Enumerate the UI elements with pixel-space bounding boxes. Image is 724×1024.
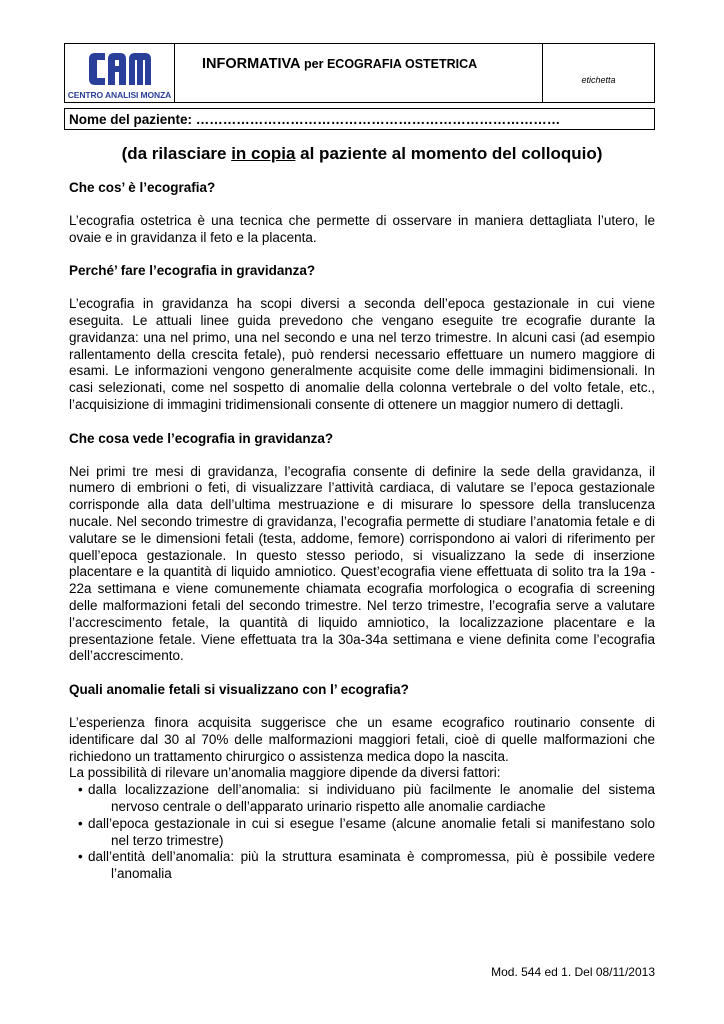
section-heading: Perché’ fare l’ecografia in gravidanza?	[69, 263, 316, 279]
logo-text: CENTRO ANALISI MONZA	[67, 90, 172, 100]
subtitle-underlined: in copia	[231, 144, 296, 163]
header-table	[64, 43, 655, 103]
label-text: etichetta	[581, 75, 616, 85]
section-heading: Quali anomalie fetali si visualizzano con l’ ecografia?	[69, 682, 409, 698]
page-subtitle	[0, 144, 724, 164]
form-code-footer: Mod. 544 ed 1. Del 08/11/2013	[491, 965, 655, 979]
section-paragraph: Nei primi tre mesi di gravidanza, l’ecografia consente di definire la sede della gravidanza, il numero di embrioni o feti, di visualizzare l’attività cardiaca, di valutare se l’epoca gestazionale corrisponde alla data dell’ultima mestruazione e di misurare lo spessore della translucenza nucale. Nel secondo trimestre di gravidanza, l’ecografia permette di studiare l’anatomia fetale e di valutare se le dimensioni fetali (testa, addome, femore) corrispondono ai valori di riferimento per quell’epoca gestazionale. In questo stesso periodo, si visualizzano la sede di inserzione placentare e la quantità di liquido amniotico. Quest’ecografia viene effettuata di solito tra la 19a - 22a settimana e viene comunemente chiamata ecografia morfologica o ecografia di screening delle malformazioni fetali del secondo trimestre. Nel terzo trimestre, l’ecografia serve a valutare l’accrescimento fetale, la quantità di liquido amniotico, la localizzazione placentare e la presentazione fetale. Viene effettuata tra la 30a-34a settimana e viene definita come l’ecografia dell’accrescimento.	[69, 463, 655, 664]
section-paragraph: L’esperienza finora acquisita suggerisce che un esame ecografico routinario consente di identificare dal 30 al 70% delle malformazioni maggiori fetali, cioè di quelle malformazioni che richiedono un trattamento chirurgico o assistenza medica dopo la nascita.	[69, 714, 655, 764]
document-body	[69, 180, 655, 883]
section-heading: Che cosa vede l’ecografia in gravidanza?	[69, 430, 334, 446]
title-main: INFORMATIVA	[202, 56, 300, 72]
patient-name-field	[64, 108, 655, 130]
section-heading: Che cos’ è l’ecografia?	[69, 180, 216, 195]
bullet-icon: •	[78, 815, 83, 831]
section-paragraph: L’ecografia in gravidanza ha scopi diversi a seconda dell’epoca gestazionale in cui viene eseguita. Le attuali linee guida prevedono che vengano eseguite tre ecografie durante la gravidanza: una nel primo, una nel secondo e una nel terzo trimestre. In alcuni casi (ad esempio rallentamento della crescita fetale), può rendersi necessario effettuare un numero maggiore di esami. Le informazioni vengono generalmente acquisite come delle immagini bidimensionali. In casi selezionati, come nel sospetto di anomalie della colonna vertebrale o del volto fetale, etc., l’acquisizione di immagini tridimensionali consente di ottenere un maggior numero di dettagli.	[69, 296, 655, 412]
bullet-icon: •	[78, 849, 83, 865]
cam-logo-icon	[87, 51, 153, 87]
bullet-icon: •	[78, 782, 83, 798]
title-sub: per ECOGRAFIA OSTETRICA	[304, 57, 478, 71]
document-title	[175, 44, 543, 102]
section-paragraph: L’ecografia ostetrica è una tecnica che permette di osservare in maniera dettagliata l’utero, le ovaie e in gravidanza il feto e la placenta.	[69, 212, 655, 245]
section-lead: La possibilità di rilevare un’anomalia maggiore dipende da diversi fattori:	[69, 765, 501, 781]
list-item: • dalla localizzazione dell’anomalia: si individuano più facilmente le anomalie del sistema nervoso centrale o dell’apparato urinario rispetto alle anomalie cardiache	[78, 782, 655, 814]
list-item: • dall’epoca gestazionale in cui si esegue l’esame (alcune anomalie fetali si manifestano solo nel terzo trimestre)	[78, 815, 655, 848]
subtitle-before: (da rilasciare	[121, 144, 232, 163]
list-item: • dall’entità dell’anomalia: più la struttura esaminata è compromessa, più è possibile vedere l’anomalia	[78, 849, 655, 882]
patient-name-label: Nome del paziente: ………………………………………………………………………	[69, 112, 561, 127]
subtitle-after: al paziente al momento del colloquio)	[295, 144, 603, 163]
label-cell	[543, 44, 654, 102]
factor-list	[69, 782, 655, 883]
logo-cell	[65, 44, 175, 102]
